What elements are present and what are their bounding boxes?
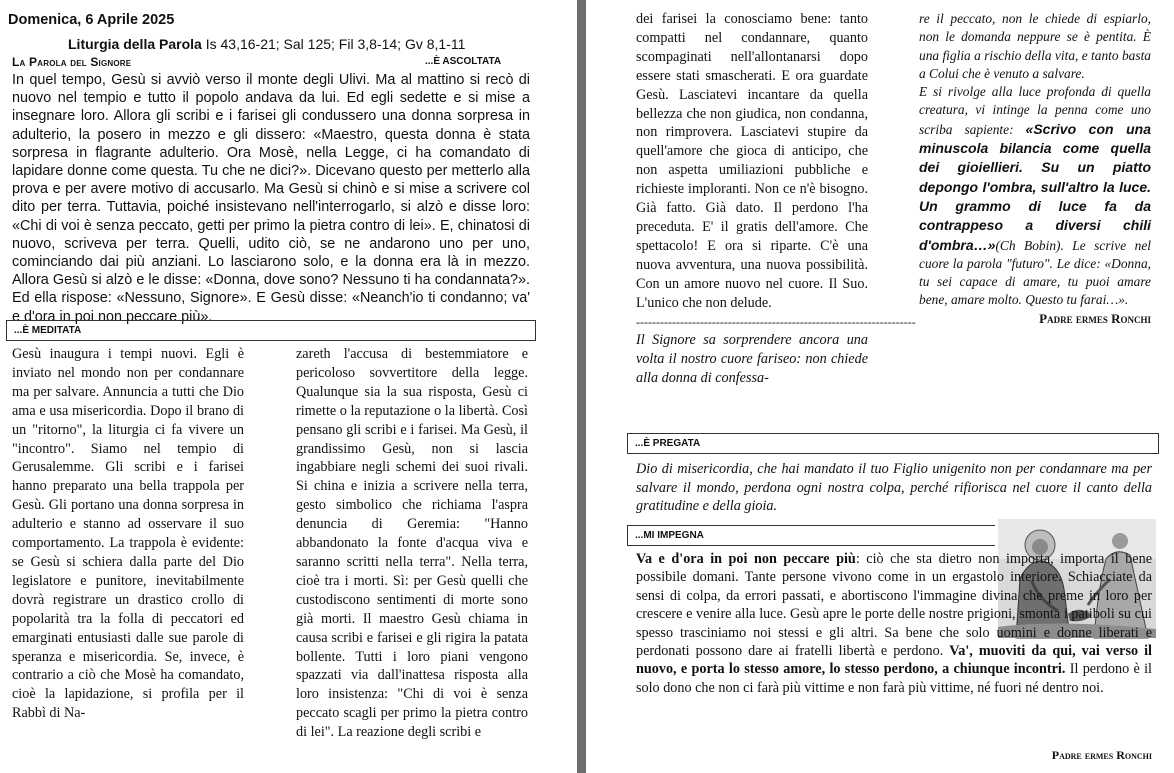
pregata-label: ...È PREGATA (635, 438, 701, 449)
commitment-text-1: : ciò che sta dietro non importa, importa il bene possibile domani. Tante persone vivono come in un ergastolo interiore. Schiacciate da sensi di colpa, da errori passati, e abortiscono l'immagine divina che preme in loro per crescere e venire alla luce. Gesù apre le porte delle nostre prigioni, smonta i patiboli su cui spesso trasciniamo noi stessi e gli altri. Sa bene che solo uomini e donne liberati e perdonati possono dare ai fratelli libertà e perdono. (636, 551, 1152, 660)
ascoltata-label: ...È ASCOLTATA (425, 56, 502, 67)
meditata-column-3 (636, 10, 916, 388)
meditata-col4-b-wrap (919, 83, 1151, 310)
meditata-column-2 (296, 345, 528, 742)
meditata-col2-text: zareth l'accusa di bestemmiatore e pericoloso sovvertitore della legge. Qualunque sia la sua risposta, Gesù ci rimette o la reputazione o la libertà. Così pensano gli scribi e i farisei. Ma Gesù, il grandissimo Gesù, non si lascia ingabbiare negli schemi dei suoi rivali. Si china e inizia a scrivere nella terra, gesto simbolico che richiama l'aspra denuncia di Geremia: "Hanno abbandonato la fonte d'acqua viva e saranno scritti nella terra". Nella terra, cioè tra i morti. Sì: per Gesù quelli che custodiscono sentimenti di morte sono già morti. Il maestro Gesù chiama in causa scribi e farisei e gli rigira la patata bollente. Tutti i loro piani vengono spazzati via dall'inattesa risposta alla loro insistenza: "Chi di voi è senza peccato scagli per primo la pietra contro di lei". La reazione degli scribi e (296, 346, 528, 741)
gospel-paragraph: In quel tempo, Gesù si avviò verso il monte degli Ulivi. Ma al mattino si recò di nuovo nel tempio e tutto il popolo andava da lui. Ed egli sedette e si mise a insegnare loro. Allora gli scribi e i farisei gli condussero una donna sorpresa in adulterio, la posero in mezzo e gli dissero: «Maestro, questa donna è stata sorpresa in flagrante adulterio. Ora Mosè, nella Legge, ci ha comandato di lapidare donne come questa. Tu che ne dici?». Dicevano questo per metterlo alla prova e per avere motivo di accusarlo. Ma Gesù si chinò e si mise a scrivere col dito per terra. Tuttavia, poiché insistevano nell'interrogarlo, si alzò e disse loro: «Chi di voi è senza peccato, getti per primo la pietra contro di lei». E, chinatosi di nuovo, scriveva per terra. Quelli, udito ciò, se ne andarono uno per uno, cominciando dai più anziani. Lo lasciarono solo, e la donna era là in mezzo. Allora Gesù si alzò e le disse: «Donna, dove sono? Nessuno ti ha condannata?». Ed ella rispose: «Nessuno, Signore». E Gesù disse: «Neanch'io ti condanno; va' e d'ora in poi non peccare più». (12, 72, 530, 325)
gospel-text (12, 71, 530, 326)
word-label: La Parola del Signore (12, 55, 132, 69)
meditata-col4-a: re il peccato, non le chiede di espiarlo, non le domanda neppure se è pentita. È una figlia a rischio della vita, e tanto basta a Colui che è venuto a salvare. (919, 11, 1151, 81)
bobin-quote: «Scrivo con una minuscola bilancia come quella dei gioiellieri. Su un piatto depongo l'ombra, sull'altro la luce. Un grammo di luce fa da contrappeso a diversi chili d'ombra…» (919, 120, 1151, 253)
liturgy-title: Liturgia della Parola (68, 36, 202, 52)
meditata-column-4 (919, 10, 1151, 328)
meditata-col3-text: dei farisei la conosciamo bene: tanto compatti nel condannare, quanto scompaginati nell'allontanarsi dopo essere stati smascherati. E ora guardate Gesù. Lasciatevi incantare da quella bellezza che non giudica, non condanna, non rimprovera. Lasciatevi stupire da quell'amore che gioca di anticipo, che non aspetta umiliazioni pubbliche e richieste imploranti. Non ce n'è bisogno. Già fatto. Già dato. Il perdono l'ha preceduta. E' il gratis dell'amore. Che spettacolo! E ora si riparte. C'è una nuova avventura, una nuova possibilità. Con un amore nuovo nel cuore. Il Suo. L'unico che non delude. (636, 11, 868, 311)
meditata-column-1 (12, 345, 244, 723)
signature-impegna: Padre ermes Ronchi (1051, 748, 1152, 762)
meditata-header (6, 320, 536, 341)
page-date: Domenica, 6 Aprile 2025 (8, 12, 175, 28)
liturgy-refs: Is 43,16-21; Sal 125; Fil 3,8-14; Gv 8,1-11 (201, 36, 466, 52)
commitment-text (636, 550, 1152, 697)
meditata-col4-b: E si rivolge alla luce profonda di quella creatura, vi intinge la penna come uno scriba sapiente: (919, 84, 1151, 137)
commitment-bold-mid: Va', muoviti da qui, vai verso il nuovo, e porta lo stesso amore, lo stesso perdono, a chiunque incontri. (636, 643, 1152, 678)
liturgy-header (68, 36, 465, 52)
pregata-header (627, 433, 1159, 454)
meditata-label: ...È MEDITATA (14, 325, 82, 336)
prayer-text: Dio di misericordia, che hai mandato il tuo Figlio unigenito non per condannare ma per salvare il mondo, perdona ogni nostra colpa, perché rifiorisca nel cuore il canto della gratitudine e della gioia. (636, 461, 1152, 515)
commitment-paragraph (636, 550, 1152, 697)
page-divider (577, 0, 586, 773)
commitment-text-2: Il perdono è il solo dono che non ci farà più vittime e non farà più vittime, né fuori né dentro noi. (636, 661, 1152, 696)
meditata-col1-text: Gesù inaugura i tempi nuovi. Egli è inviato nel mondo non per condannare ma per salvare. Annuncia a tutti che Dio ama e usa misericordia. Dopo il brano di un "ritorno", la liturgia ci fa vivere un "incontro". Siamo nel tempio di Gerusalemme. Gli scribi e i farisei hanno preparato una bella trappola per Gesù. Gli portano una donna sorpresa in adulterio e stanno ad osservare il suo comportamento. La trappola è evidente: se Gesù si schiera dalla parte del Dio legislatore e punitore, inevitabilmente dovrà registrare un drastico crollo di popolarità tra la folla di peccatori ed emarginati entusiasti dalle sue parole di speranza e misericordia. Se, invece, è contrario a ciò che Mosè ha comandato, cioè la lapidazione, si profila per il Rabbì di Na- (12, 346, 244, 722)
commitment-bold-start: Va e d'ora in poi non peccare più (636, 551, 856, 567)
meditata-col3-italic: Il Signore sa sorprendere ancora una volta il nostro cuore fariseo: non chiede alla donna di confessa- (636, 332, 868, 387)
impegna-header (627, 525, 995, 546)
impegna-label: ...MI IMPEGNA (635, 530, 704, 541)
meditata-col4-c: (Ch Bobin). Le scrive nel cuore la parola "futuro". Le dice: «Donna, tu sei capace di amare, tu puoi amare bene, amare molto. Questo tu farai…». (919, 237, 1151, 308)
signature-meditata: Padre ermes Ronchi (1039, 310, 1151, 326)
dashed-separator: ---------------------------------------------------------------------- (636, 314, 916, 329)
